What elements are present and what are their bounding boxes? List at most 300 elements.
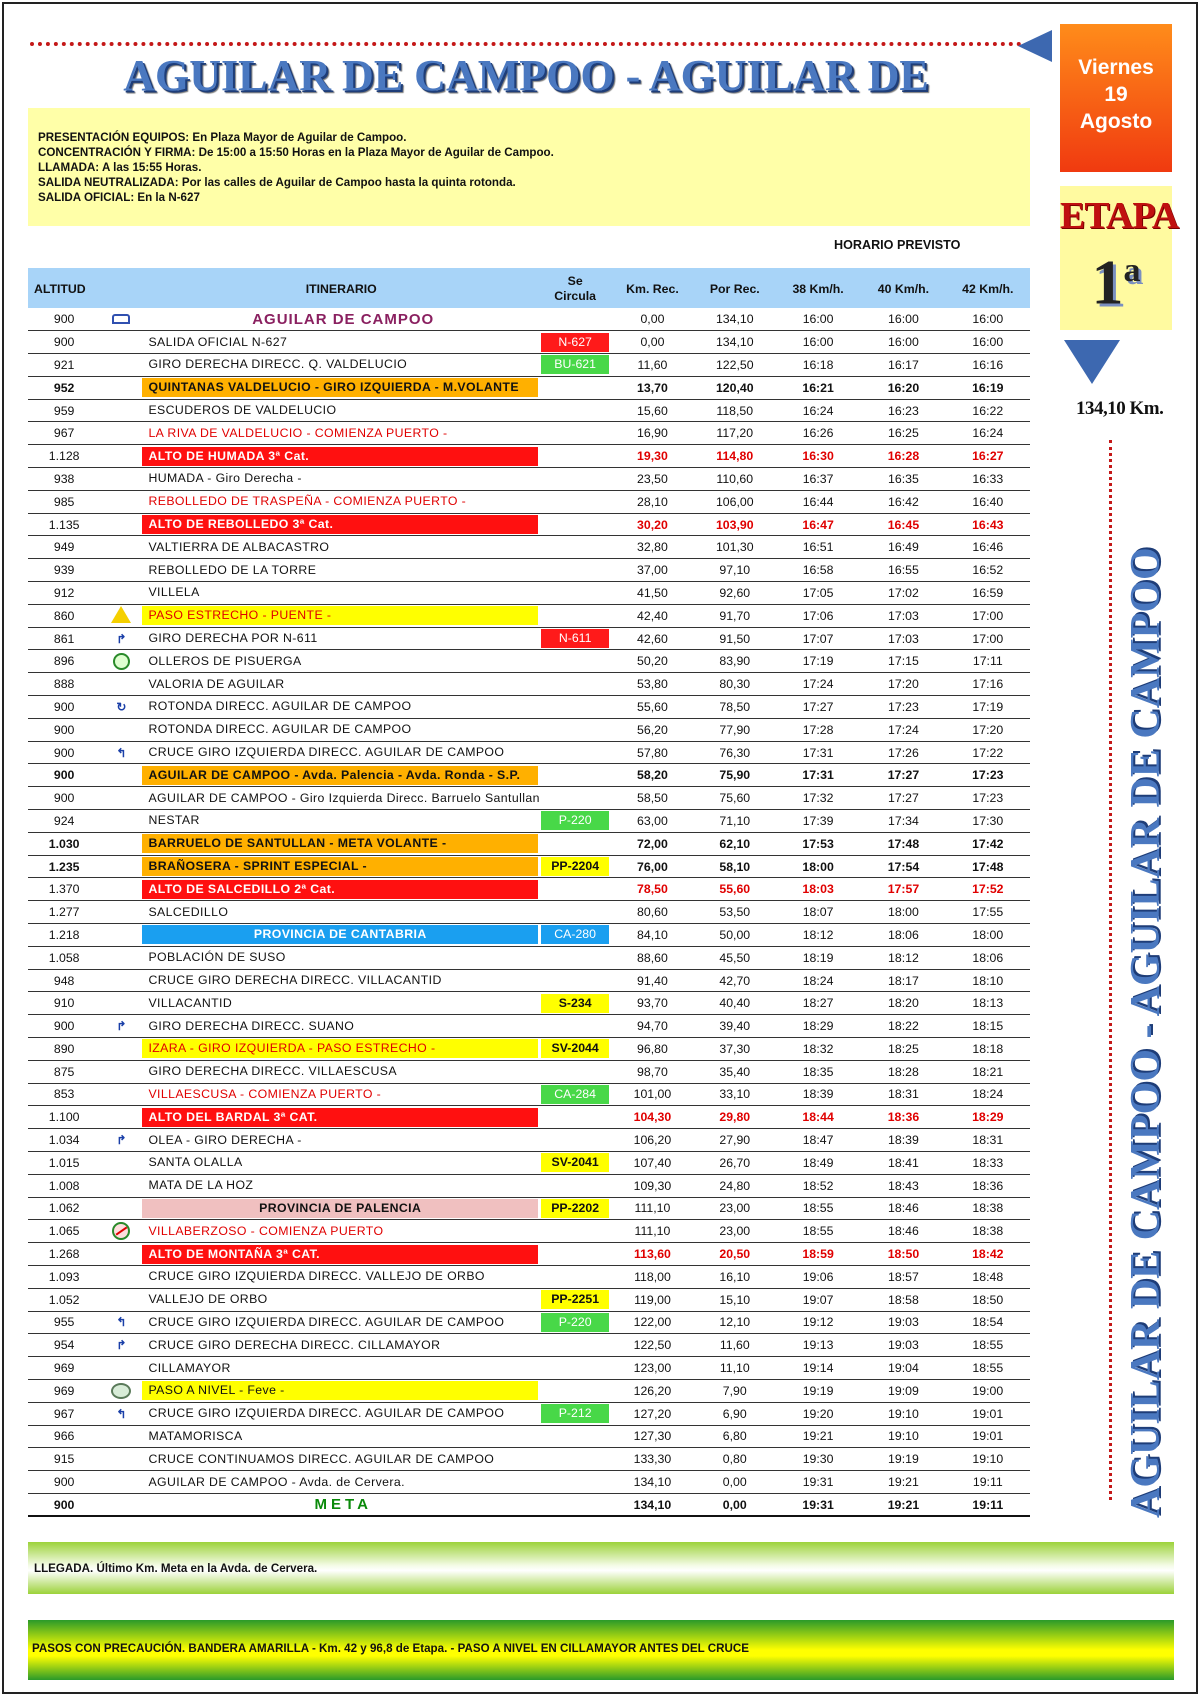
cell-por-rec: 16,10 bbox=[695, 1265, 775, 1288]
warning-icon bbox=[111, 612, 131, 626]
itinerario-label: GIRO DERECHA DIRECC. SUANO bbox=[148, 1018, 355, 1033]
cell-km-rec: 109,30 bbox=[610, 1174, 694, 1197]
table-row bbox=[28, 946, 1030, 969]
itinerario-label: AGUILAR DE CAMPOO bbox=[252, 310, 435, 328]
cell-km-rec: 53,80 bbox=[610, 673, 694, 696]
cell-km-rec: 126,20 bbox=[610, 1379, 694, 1402]
cell-altitud: 1.062 bbox=[28, 1197, 100, 1220]
itinerario-label: CRUCE GIRO IZQUIERDA DIRECC. AGUILAR DE CAMPOO bbox=[148, 1406, 505, 1421]
cell-altitud: 900 bbox=[28, 764, 100, 787]
cell-itinerario bbox=[142, 1197, 540, 1220]
road-badge: N-611 bbox=[541, 629, 609, 648]
cell-road bbox=[540, 1493, 610, 1516]
cell-40kmh: 18:28 bbox=[861, 1060, 945, 1083]
cell-por-rec: 101,30 bbox=[695, 536, 775, 559]
header-se-circula-2: Circula bbox=[554, 289, 596, 303]
table-row bbox=[28, 741, 1030, 764]
cell-40kmh: 16:23 bbox=[861, 399, 945, 422]
cell-km-rec: 134,10 bbox=[610, 1471, 694, 1494]
cell-por-rec: 106,00 bbox=[695, 490, 775, 513]
info-line: LLAMADA: A las 15:55 Horas. bbox=[38, 161, 202, 174]
cell-40kmh: 16:35 bbox=[861, 468, 945, 491]
itinerario-label: ROTONDA DIRECC. AGUILAR DE CAMPOO bbox=[148, 722, 412, 737]
cell-38kmh: 17:31 bbox=[775, 741, 861, 764]
cell-itinerario bbox=[142, 559, 540, 582]
cell-km-rec: 96,80 bbox=[610, 1038, 694, 1061]
cell-icon bbox=[100, 604, 142, 627]
table-row bbox=[28, 696, 1030, 719]
cell-km-rec: 55,60 bbox=[610, 696, 694, 719]
cell-40kmh: 18:58 bbox=[861, 1288, 945, 1311]
cell-icon bbox=[100, 308, 142, 331]
cell-por-rec: 71,10 bbox=[695, 810, 775, 833]
cell-42kmh: 18:48 bbox=[946, 1265, 1030, 1288]
cell-38kmh: 16:18 bbox=[775, 354, 861, 377]
header-km-rec: Km. Rec. bbox=[610, 268, 694, 308]
table-header-row bbox=[28, 268, 1030, 308]
cell-42kmh: 19:10 bbox=[946, 1448, 1030, 1471]
cell-itinerario bbox=[142, 673, 540, 696]
cell-itinerario bbox=[142, 1448, 540, 1471]
cell-km-rec: 84,10 bbox=[610, 924, 694, 947]
cell-40kmh: 18:57 bbox=[861, 1265, 945, 1288]
itinerario-label: ALTO DE SALCEDILLO 2ª Cat. bbox=[142, 880, 538, 899]
cell-icon bbox=[100, 1174, 142, 1197]
cell-road bbox=[540, 1402, 610, 1425]
itinerario-label: VILLELA bbox=[148, 585, 200, 600]
cell-km-rec: 107,40 bbox=[610, 1151, 694, 1174]
bike-icon bbox=[112, 312, 130, 326]
cell-por-rec: 75,60 bbox=[695, 787, 775, 810]
schedule-table bbox=[28, 268, 1030, 1517]
cell-icon bbox=[100, 513, 142, 536]
cell-42kmh: 17:00 bbox=[946, 627, 1030, 650]
cell-40kmh: 18:00 bbox=[861, 901, 945, 924]
cell-itinerario bbox=[142, 901, 540, 924]
cell-altitud: 900 bbox=[28, 308, 100, 331]
cell-altitud: 1.218 bbox=[28, 924, 100, 947]
table-row bbox=[28, 490, 1030, 513]
cell-por-rec: 117,20 bbox=[695, 422, 775, 445]
cell-km-rec: 119,00 bbox=[610, 1288, 694, 1311]
turn-left-icon: ↰ bbox=[116, 745, 127, 760]
cell-itinerario bbox=[142, 1060, 540, 1083]
cell-por-rec: 53,50 bbox=[695, 901, 775, 924]
cell-km-rec: 80,60 bbox=[610, 901, 694, 924]
cell-42kmh: 18:21 bbox=[946, 1060, 1030, 1083]
cell-km-rec: 72,00 bbox=[610, 832, 694, 855]
cell-por-rec: 37,30 bbox=[695, 1038, 775, 1061]
cell-icon bbox=[100, 673, 142, 696]
cell-road bbox=[540, 878, 610, 901]
cell-38kmh: 17:24 bbox=[775, 673, 861, 696]
cell-42kmh: 18:50 bbox=[946, 1288, 1030, 1311]
cell-40kmh: 18:22 bbox=[861, 1015, 945, 1038]
cell-itinerario bbox=[142, 992, 540, 1015]
table-row bbox=[28, 718, 1030, 741]
cell-km-rec: 106,20 bbox=[610, 1129, 694, 1152]
cell-38kmh: 19:13 bbox=[775, 1334, 861, 1357]
table-row bbox=[28, 1379, 1030, 1402]
cell-40kmh: 16:28 bbox=[861, 445, 945, 468]
itinerario-label: CRUCE GIRO IZQUIERDA DIRECC. VALLEJO DE ORBO bbox=[148, 1269, 485, 1284]
itinerario-label: PROVINCIA DE PALENCIA bbox=[142, 1199, 538, 1218]
table-row bbox=[28, 331, 1030, 354]
cell-road bbox=[540, 673, 610, 696]
cell-38kmh: 18:19 bbox=[775, 946, 861, 969]
cell-38kmh: 18:29 bbox=[775, 1015, 861, 1038]
cell-road bbox=[540, 1288, 610, 1311]
cell-por-rec: 55,60 bbox=[695, 878, 775, 901]
cell-40kmh: 17:03 bbox=[861, 627, 945, 650]
cell-40kmh: 16:42 bbox=[861, 490, 945, 513]
itinerario-label: LA RIVA DE VALDELUCIO - COMIENZA PUERTO - bbox=[148, 425, 448, 440]
cell-altitud: 915 bbox=[28, 1448, 100, 1471]
cell-40kmh: 19:10 bbox=[861, 1402, 945, 1425]
table-row bbox=[28, 399, 1030, 422]
cell-40kmh: 19:03 bbox=[861, 1311, 945, 1334]
cell-42kmh: 18:31 bbox=[946, 1129, 1030, 1152]
cell-por-rec: 24,80 bbox=[695, 1174, 775, 1197]
cell-road bbox=[540, 513, 610, 536]
cell-40kmh: 18:17 bbox=[861, 969, 945, 992]
cell-itinerario bbox=[142, 1265, 540, 1288]
info-line: SALIDA OFICIAL: En la N-627 bbox=[38, 191, 200, 204]
cell-40kmh: 19:21 bbox=[861, 1493, 945, 1516]
cell-km-rec: 30,20 bbox=[610, 513, 694, 536]
cell-icon bbox=[100, 1265, 142, 1288]
cell-itinerario bbox=[142, 604, 540, 627]
cell-altitud: 900 bbox=[28, 741, 100, 764]
cell-icon bbox=[100, 1425, 142, 1448]
itinerario-label: SANTA OLALLA bbox=[148, 1155, 243, 1170]
cell-road bbox=[540, 741, 610, 764]
cell-itinerario bbox=[142, 627, 540, 650]
cell-38kmh: 17:06 bbox=[775, 604, 861, 627]
cell-40kmh: 18:25 bbox=[861, 1038, 945, 1061]
cell-altitud: 890 bbox=[28, 1038, 100, 1061]
cell-km-rec: 15,60 bbox=[610, 399, 694, 422]
cell-38kmh: 17:28 bbox=[775, 718, 861, 741]
cell-40kmh: 17:27 bbox=[861, 764, 945, 787]
cell-km-rec: 13,70 bbox=[610, 376, 694, 399]
cell-road bbox=[540, 718, 610, 741]
cell-road bbox=[540, 1357, 610, 1380]
cell-itinerario bbox=[142, 946, 540, 969]
road-badge: P-212 bbox=[541, 1404, 609, 1423]
itinerario-label: PROVINCIA DE CANTABRIA bbox=[142, 925, 538, 944]
itinerario-label: OLEA - GIRO DERECHA - bbox=[148, 1132, 302, 1147]
cell-itinerario bbox=[142, 376, 540, 399]
cell-38kmh: 18:39 bbox=[775, 1083, 861, 1106]
itinerario-label: REBOLLEDO DE TRASPEÑA - COMIENZA PUERTO - bbox=[148, 494, 467, 509]
table-row bbox=[28, 832, 1030, 855]
cell-42kmh: 16:43 bbox=[946, 513, 1030, 536]
cell-42kmh: 18:15 bbox=[946, 1015, 1030, 1038]
horario-label: HORARIO PREVISTO bbox=[834, 238, 961, 252]
cell-38kmh: 16:58 bbox=[775, 559, 861, 582]
cell-42kmh: 16:59 bbox=[946, 582, 1030, 605]
rail-icon bbox=[111, 1383, 131, 1397]
cell-42kmh: 18:00 bbox=[946, 924, 1030, 947]
cell-42kmh: 18:10 bbox=[946, 969, 1030, 992]
cell-38kmh: 19:14 bbox=[775, 1357, 861, 1380]
cell-42kmh: 18:13 bbox=[946, 992, 1030, 1015]
cell-altitud: 1.277 bbox=[28, 901, 100, 924]
cell-icon bbox=[100, 1197, 142, 1220]
cell-42kmh: 17:42 bbox=[946, 832, 1030, 855]
cell-40kmh: 16:45 bbox=[861, 513, 945, 536]
cell-itinerario bbox=[142, 855, 540, 878]
precaution-note: PASOS CON PRECAUCIÓN. BANDERA AMARILLA - Km. 42 y 96,8 de Etapa. - PASO A NIVEL EN CILLAMAYOR ANTES DEL CRUCE bbox=[28, 1620, 1174, 1680]
cell-icon bbox=[100, 1038, 142, 1061]
no-entry-icon bbox=[112, 1223, 130, 1237]
itinerario-label: OLLEROS DE PISUERGA bbox=[148, 653, 302, 668]
cell-38kmh: 18:12 bbox=[775, 924, 861, 947]
table-row bbox=[28, 376, 1030, 399]
turn-right-icon: ↱ bbox=[116, 631, 127, 646]
cell-road bbox=[540, 1448, 610, 1471]
cell-42kmh: 19:01 bbox=[946, 1425, 1030, 1448]
cell-icon bbox=[100, 924, 142, 947]
itinerario-label: VILLAESCUSA - COMIENZA PUERTO - bbox=[148, 1086, 382, 1101]
itinerario-label: SALCEDILLO bbox=[148, 904, 229, 919]
cell-40kmh: 17:15 bbox=[861, 650, 945, 673]
cell-40kmh: 18:46 bbox=[861, 1220, 945, 1243]
cell-icon bbox=[100, 855, 142, 878]
cell-42kmh: 18:24 bbox=[946, 1083, 1030, 1106]
total-distance: 134,10 Km. bbox=[1076, 398, 1164, 419]
cell-42kmh: 17:00 bbox=[946, 604, 1030, 627]
cell-km-rec: 104,30 bbox=[610, 1106, 694, 1129]
table-row bbox=[28, 513, 1030, 536]
cell-road bbox=[540, 490, 610, 513]
cell-40kmh: 19:10 bbox=[861, 1425, 945, 1448]
cell-icon bbox=[100, 490, 142, 513]
cell-42kmh: 18:55 bbox=[946, 1357, 1030, 1380]
etapa-number-value: 1 bbox=[1091, 246, 1124, 318]
cell-km-rec: 78,50 bbox=[610, 878, 694, 901]
itinerario-label: CILLAMAYOR bbox=[148, 1360, 231, 1375]
header-se-circula-1: Se bbox=[567, 274, 583, 288]
cell-42kmh: 17:30 bbox=[946, 810, 1030, 833]
cell-road bbox=[540, 1060, 610, 1083]
table-row bbox=[28, 559, 1030, 582]
cell-itinerario bbox=[142, 1334, 540, 1357]
cell-por-rec: 75,90 bbox=[695, 764, 775, 787]
itinerario-label: SALIDA OFICIAL N-627 bbox=[148, 334, 288, 349]
cell-38kmh: 19:31 bbox=[775, 1471, 861, 1494]
cell-altitud: 896 bbox=[28, 650, 100, 673]
cell-altitud: 900 bbox=[28, 787, 100, 810]
cell-road bbox=[540, 1425, 610, 1448]
cell-km-rec: 98,70 bbox=[610, 1060, 694, 1083]
cell-42kmh: 17:22 bbox=[946, 741, 1030, 764]
cell-km-rec: 63,00 bbox=[610, 810, 694, 833]
date-weekday: Viernes bbox=[1078, 56, 1154, 79]
cell-itinerario bbox=[142, 331, 540, 354]
cell-38kmh: 18:52 bbox=[775, 1174, 861, 1197]
cell-38kmh: 17:32 bbox=[775, 787, 861, 810]
cell-42kmh: 16:19 bbox=[946, 376, 1030, 399]
cell-icon bbox=[100, 1471, 142, 1494]
cell-km-rec: 88,60 bbox=[610, 946, 694, 969]
itinerario-label: NESTAR bbox=[148, 813, 200, 828]
cell-altitud: 1.370 bbox=[28, 878, 100, 901]
table-row bbox=[28, 855, 1030, 878]
cell-42kmh: 18:36 bbox=[946, 1174, 1030, 1197]
table-row bbox=[28, 1402, 1030, 1425]
info-line: SALIDA NEUTRALIZADA: Por las calles de Aguilar de Campoo hasta la quinta rotonda. bbox=[38, 176, 516, 189]
itinerario-label: HUMADA - Giro Derecha - bbox=[148, 471, 302, 486]
cell-altitud: 939 bbox=[28, 559, 100, 582]
cell-km-rec: 19,30 bbox=[610, 445, 694, 468]
cell-km-rec: 16,90 bbox=[610, 422, 694, 445]
cell-itinerario bbox=[142, 445, 540, 468]
cell-road bbox=[540, 582, 610, 605]
cell-km-rec: 134,10 bbox=[610, 1493, 694, 1516]
cell-por-rec: 12,10 bbox=[695, 1311, 775, 1334]
cell-road bbox=[540, 832, 610, 855]
header-itinerario: ITINERARIO bbox=[142, 268, 540, 308]
itinerario-label: VILLACANTID bbox=[148, 995, 233, 1010]
cell-km-rec: 111,10 bbox=[610, 1197, 694, 1220]
cell-38kmh: 16:51 bbox=[775, 536, 861, 559]
cell-itinerario bbox=[142, 810, 540, 833]
cell-38kmh: 16:24 bbox=[775, 399, 861, 422]
itinerario-label: REBOLLEDO DE LA TORRE bbox=[148, 562, 317, 577]
cell-icon bbox=[100, 787, 142, 810]
cell-38kmh: 16:00 bbox=[775, 308, 861, 331]
header-icon bbox=[100, 268, 142, 308]
cell-icon bbox=[100, 1357, 142, 1380]
table-row bbox=[28, 1471, 1030, 1494]
table-row bbox=[28, 1265, 1030, 1288]
header-42kmh: 42 Km/h. bbox=[946, 268, 1030, 308]
cell-42kmh: 16:00 bbox=[946, 308, 1030, 331]
itinerario-label: VALTIERRA DE ALBACASTRO bbox=[148, 539, 330, 554]
cell-42kmh: 16:24 bbox=[946, 422, 1030, 445]
cell-road bbox=[540, 604, 610, 627]
cell-40kmh: 19:21 bbox=[861, 1471, 945, 1494]
cell-42kmh: 18:18 bbox=[946, 1038, 1030, 1061]
road-badge: SV-2041 bbox=[541, 1153, 609, 1172]
table-row bbox=[28, 627, 1030, 650]
itinerario-label: ALTO DEL BARDAL 3ª CAT. bbox=[142, 1108, 538, 1127]
cell-42kmh: 16:00 bbox=[946, 331, 1030, 354]
cell-40kmh: 17:26 bbox=[861, 741, 945, 764]
cell-40kmh: 18:46 bbox=[861, 1197, 945, 1220]
vertical-dotted-line bbox=[1109, 440, 1112, 1500]
itinerario-label: BRAÑOSERA - SPRINT ESPECIAL - bbox=[142, 857, 538, 876]
cell-km-rec: 11,60 bbox=[610, 354, 694, 377]
table-row bbox=[28, 1015, 1030, 1038]
cell-40kmh: 18:31 bbox=[861, 1083, 945, 1106]
cell-icon bbox=[100, 331, 142, 354]
cell-altitud: 955 bbox=[28, 1311, 100, 1334]
info-line: PRESENTACIÓN EQUIPOS: En Plaza Mayor de Aguilar de Campoo. bbox=[38, 131, 407, 144]
itinerario-label: MATA DE LA HOZ bbox=[148, 1178, 254, 1193]
cell-38kmh: 18:00 bbox=[775, 855, 861, 878]
cell-40kmh: 17:57 bbox=[861, 878, 945, 901]
cell-km-rec: 41,50 bbox=[610, 582, 694, 605]
cell-km-rec: 23,50 bbox=[610, 468, 694, 491]
cell-km-rec: 42,40 bbox=[610, 604, 694, 627]
cell-road bbox=[540, 399, 610, 422]
cell-itinerario bbox=[142, 468, 540, 491]
table-row bbox=[28, 924, 1030, 947]
cell-42kmh: 17:52 bbox=[946, 878, 1030, 901]
cell-icon bbox=[100, 764, 142, 787]
cell-km-rec: 28,10 bbox=[610, 490, 694, 513]
road-badge: BU-621 bbox=[541, 355, 609, 374]
cell-itinerario bbox=[142, 1425, 540, 1448]
table-row bbox=[28, 810, 1030, 833]
cell-42kmh: 16:46 bbox=[946, 536, 1030, 559]
etapa-number-suffix: a bbox=[1123, 252, 1141, 289]
cell-por-rec: 33,10 bbox=[695, 1083, 775, 1106]
cell-km-rec: 58,50 bbox=[610, 787, 694, 810]
cell-km-rec: 111,10 bbox=[610, 1220, 694, 1243]
cell-38kmh: 16:00 bbox=[775, 331, 861, 354]
cell-por-rec: 120,40 bbox=[695, 376, 775, 399]
cell-km-rec: 127,20 bbox=[610, 1402, 694, 1425]
cell-por-rec: 97,10 bbox=[695, 559, 775, 582]
cell-icon bbox=[100, 992, 142, 1015]
cell-por-rec: 39,40 bbox=[695, 1015, 775, 1038]
cell-por-rec: 92,60 bbox=[695, 582, 775, 605]
cell-itinerario bbox=[142, 1471, 540, 1494]
header-por-rec: Por Rec. bbox=[695, 268, 775, 308]
roundabout-icon: ↻ bbox=[116, 699, 127, 714]
cell-38kmh: 16:47 bbox=[775, 513, 861, 536]
itinerario-label: ESCUDEROS DE VALDELUCIO bbox=[148, 403, 337, 418]
header-40kmh: 40 Km/h. bbox=[861, 268, 945, 308]
cell-38kmh: 16:21 bbox=[775, 376, 861, 399]
cell-42kmh: 19:11 bbox=[946, 1493, 1030, 1516]
cell-km-rec: 122,00 bbox=[610, 1311, 694, 1334]
table-row bbox=[28, 878, 1030, 901]
cell-road bbox=[540, 764, 610, 787]
cell-40kmh: 17:54 bbox=[861, 855, 945, 878]
cell-38kmh: 16:37 bbox=[775, 468, 861, 491]
cell-road bbox=[540, 536, 610, 559]
header-38kmh: 38 Km/h. bbox=[775, 268, 861, 308]
cell-road bbox=[540, 855, 610, 878]
cell-38kmh: 18:44 bbox=[775, 1106, 861, 1129]
date-month: Agosto bbox=[1079, 110, 1153, 133]
cell-altitud: 924 bbox=[28, 810, 100, 833]
table-row bbox=[28, 673, 1030, 696]
cell-por-rec: 26,70 bbox=[695, 1151, 775, 1174]
cell-38kmh: 19:21 bbox=[775, 1425, 861, 1448]
cell-itinerario bbox=[142, 536, 540, 559]
cell-38kmh: 17:05 bbox=[775, 582, 861, 605]
cell-altitud: 875 bbox=[28, 1060, 100, 1083]
cell-42kmh: 16:22 bbox=[946, 399, 1030, 422]
etapa-number bbox=[1060, 238, 1172, 318]
cell-38kmh: 17:19 bbox=[775, 650, 861, 673]
cell-icon bbox=[100, 376, 142, 399]
cell-km-rec: 127,30 bbox=[610, 1425, 694, 1448]
date-badge bbox=[1060, 24, 1172, 172]
header-altitud: ALTITUD bbox=[28, 268, 100, 308]
cell-42kmh: 17:23 bbox=[946, 764, 1030, 787]
road-badge: P-220 bbox=[541, 811, 609, 830]
cell-40kmh: 18:20 bbox=[861, 992, 945, 1015]
cell-por-rec: 134,10 bbox=[695, 308, 775, 331]
cell-por-rec: 77,90 bbox=[695, 718, 775, 741]
